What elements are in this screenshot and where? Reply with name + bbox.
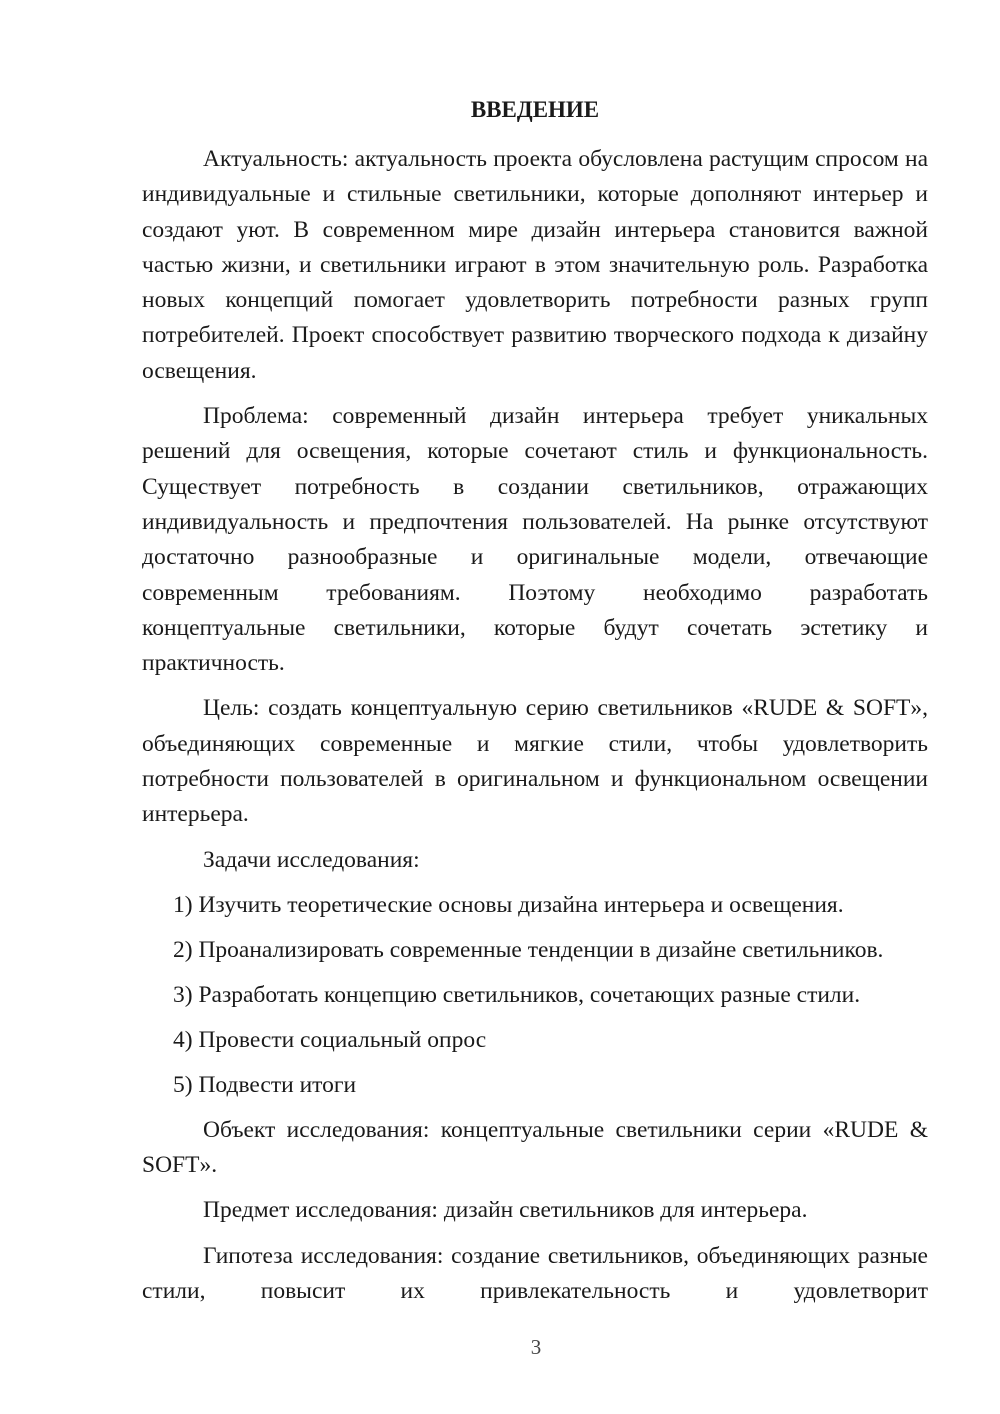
object-paragraph: Объект исследования: концептуальные светильники серии «RUDE & SOFT». xyxy=(142,1116,928,1179)
subject-paragraph: Предмет исследования: дизайн светильников для интерьера. xyxy=(203,1197,808,1224)
goal-paragraph: Цель: создать концептуальную серию светильников «RUDE & SOFT», объединяющих современные и мягкие стили, чтобы удовлетворить потребности пользователей в оригинальном и функциональном освещении интерьера. xyxy=(142,695,928,828)
tasks-list xyxy=(142,888,928,1103)
task-item-5: 5) Подвести итоги xyxy=(173,1071,357,1098)
page-body xyxy=(142,142,928,1309)
relevance-paragraph: Актуальность: актуальность проекта обусловлена растущим спросом на индивидуальные и стильные светильники, которые дополняют интерьер и создают уют. В современном мире дизайн интерьера становится важной частью жизни, и светильники играют в этом значительную роль. Разработка новых концепций помогает удовлетворить потребности разных групп потребителей. Проект способствует развитию творческого подхода к дизайну освещения. xyxy=(142,146,928,384)
page-number: 3 xyxy=(530,1335,542,1359)
tasks-heading: Задачи исследования: xyxy=(203,846,420,873)
task-item-2: 2) Проанализировать современные тенденции в дизайне светильников. xyxy=(173,936,884,963)
problem-paragraph: Проблема: современный дизайн интерьера требует уникальных решений для освещения, которые сочетают стиль и функциональность. Существует потребность в создании светильников, отражающих индивидуальность и предпочтения пользователей. На рынке отсутствуют достаточно разнообразные и оригинальные модели, отвечающие современным требованиям. Поэтому необходимо разработать концептуальные светильники, которые будут сочетать эстетику и практичность. xyxy=(142,403,928,677)
hypothesis-paragraph: Гипотеза исследования: создание светильников, объединяющих разные стили, повысит их привлекательность и удовлетворит xyxy=(142,1242,928,1305)
task-item-1: 1) Изучить теоретические основы дизайна интерьера и освещения. xyxy=(173,891,844,918)
task-item-4: 4) Провести социальный опрос xyxy=(173,1026,487,1053)
page-heading: ВВЕДЕНИЕ xyxy=(470,97,600,122)
task-item-3: 3) Разработать концепцию светильников, сочетающих разные стили. xyxy=(173,981,861,1008)
